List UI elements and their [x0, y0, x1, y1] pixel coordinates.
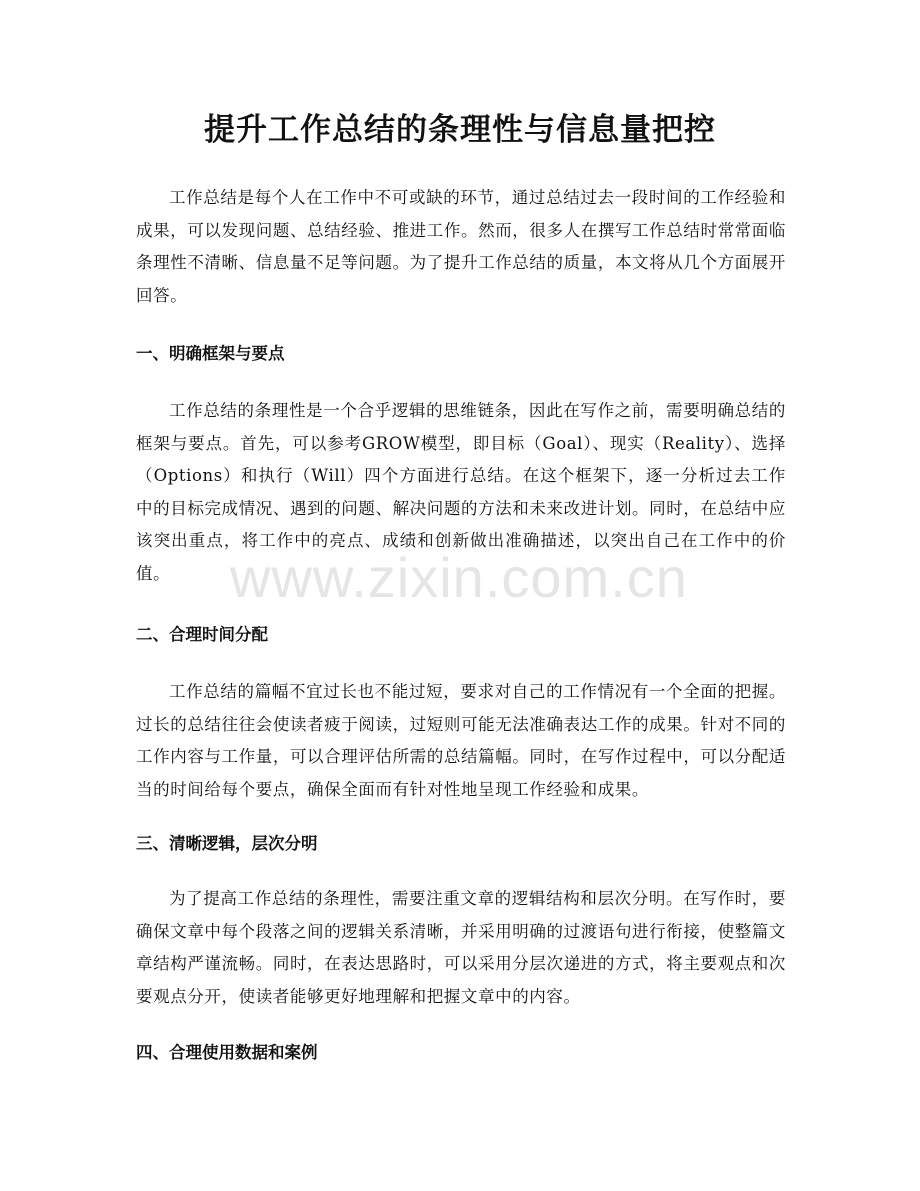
section-3-heading: 三、清晰逻辑，层次分明: [136, 834, 318, 853]
document-title: 提升工作总结的条理性与信息量把控: [204, 112, 716, 148]
section-2-heading: 二、合理时间分配: [136, 625, 268, 644]
section-4-heading: 四、合理使用数据和案例: [136, 1043, 318, 1062]
section-1-paragraph: 工作总结的条理性是一个合乎逻辑的思维链条，因此在写作之前，需要明确总结的框架与要点。首先，可以参考GROW模型，即目标（Goal）、现实（Reality）、选择（Options）和执行（Will）四个方面进行总结。在这个框架下，逐一分析过去工作中的目标完成情况、遇到的问题、解决问题的方法和未来改进计划。同时，在总结中应该突出重点，将工作中的亮点、成绩和创新做出准确描述，以突出自己在工作中的价值。: [136, 401, 786, 583]
section-2-paragraph: 工作总结的篇幅不宜过长也不能过短，要求对自己的工作情况有一个全面的把握。过长的总结往往会使读者疲于阅读，过短则可能无法准确表达工作的成果。针对不同的工作内容与工作量，可以合理评估所需的总结篇幅。同时，在写作过程中，可以分配适当的时间给每个要点，确保全面而有针对性地呈现工作经验和成果。: [136, 682, 786, 799]
watermark: www.zixin.com.cn: [230, 546, 688, 609]
intro-paragraph: 工作总结是每个人在工作中不可或缺的环节，通过总结过去一段时间的工作经验和成果，可以发现问题、总结经验、推进工作。然而，很多人在撰写工作总结时常常面临条理性不清晰、信息量不足等问题。为了提升工作总结的质量，本文将从几个方面展开回答。: [136, 188, 786, 305]
section-1-heading: 一、明确框架与要点: [136, 344, 285, 363]
section-3-paragraph: 为了提高工作总结的条理性，需要注重文章的逻辑结构和层次分明。在写作时，要确保文章中每个段落之间的逻辑关系清晰，并采用明确的过渡语句进行衔接，使整篇文章结构严谨流畅。同时，在表达思路时，可以采用分层次递进的方式，将主要观点和次要观点分开，使读者能够更好地理解和把握文章中的内容。: [136, 889, 786, 1006]
